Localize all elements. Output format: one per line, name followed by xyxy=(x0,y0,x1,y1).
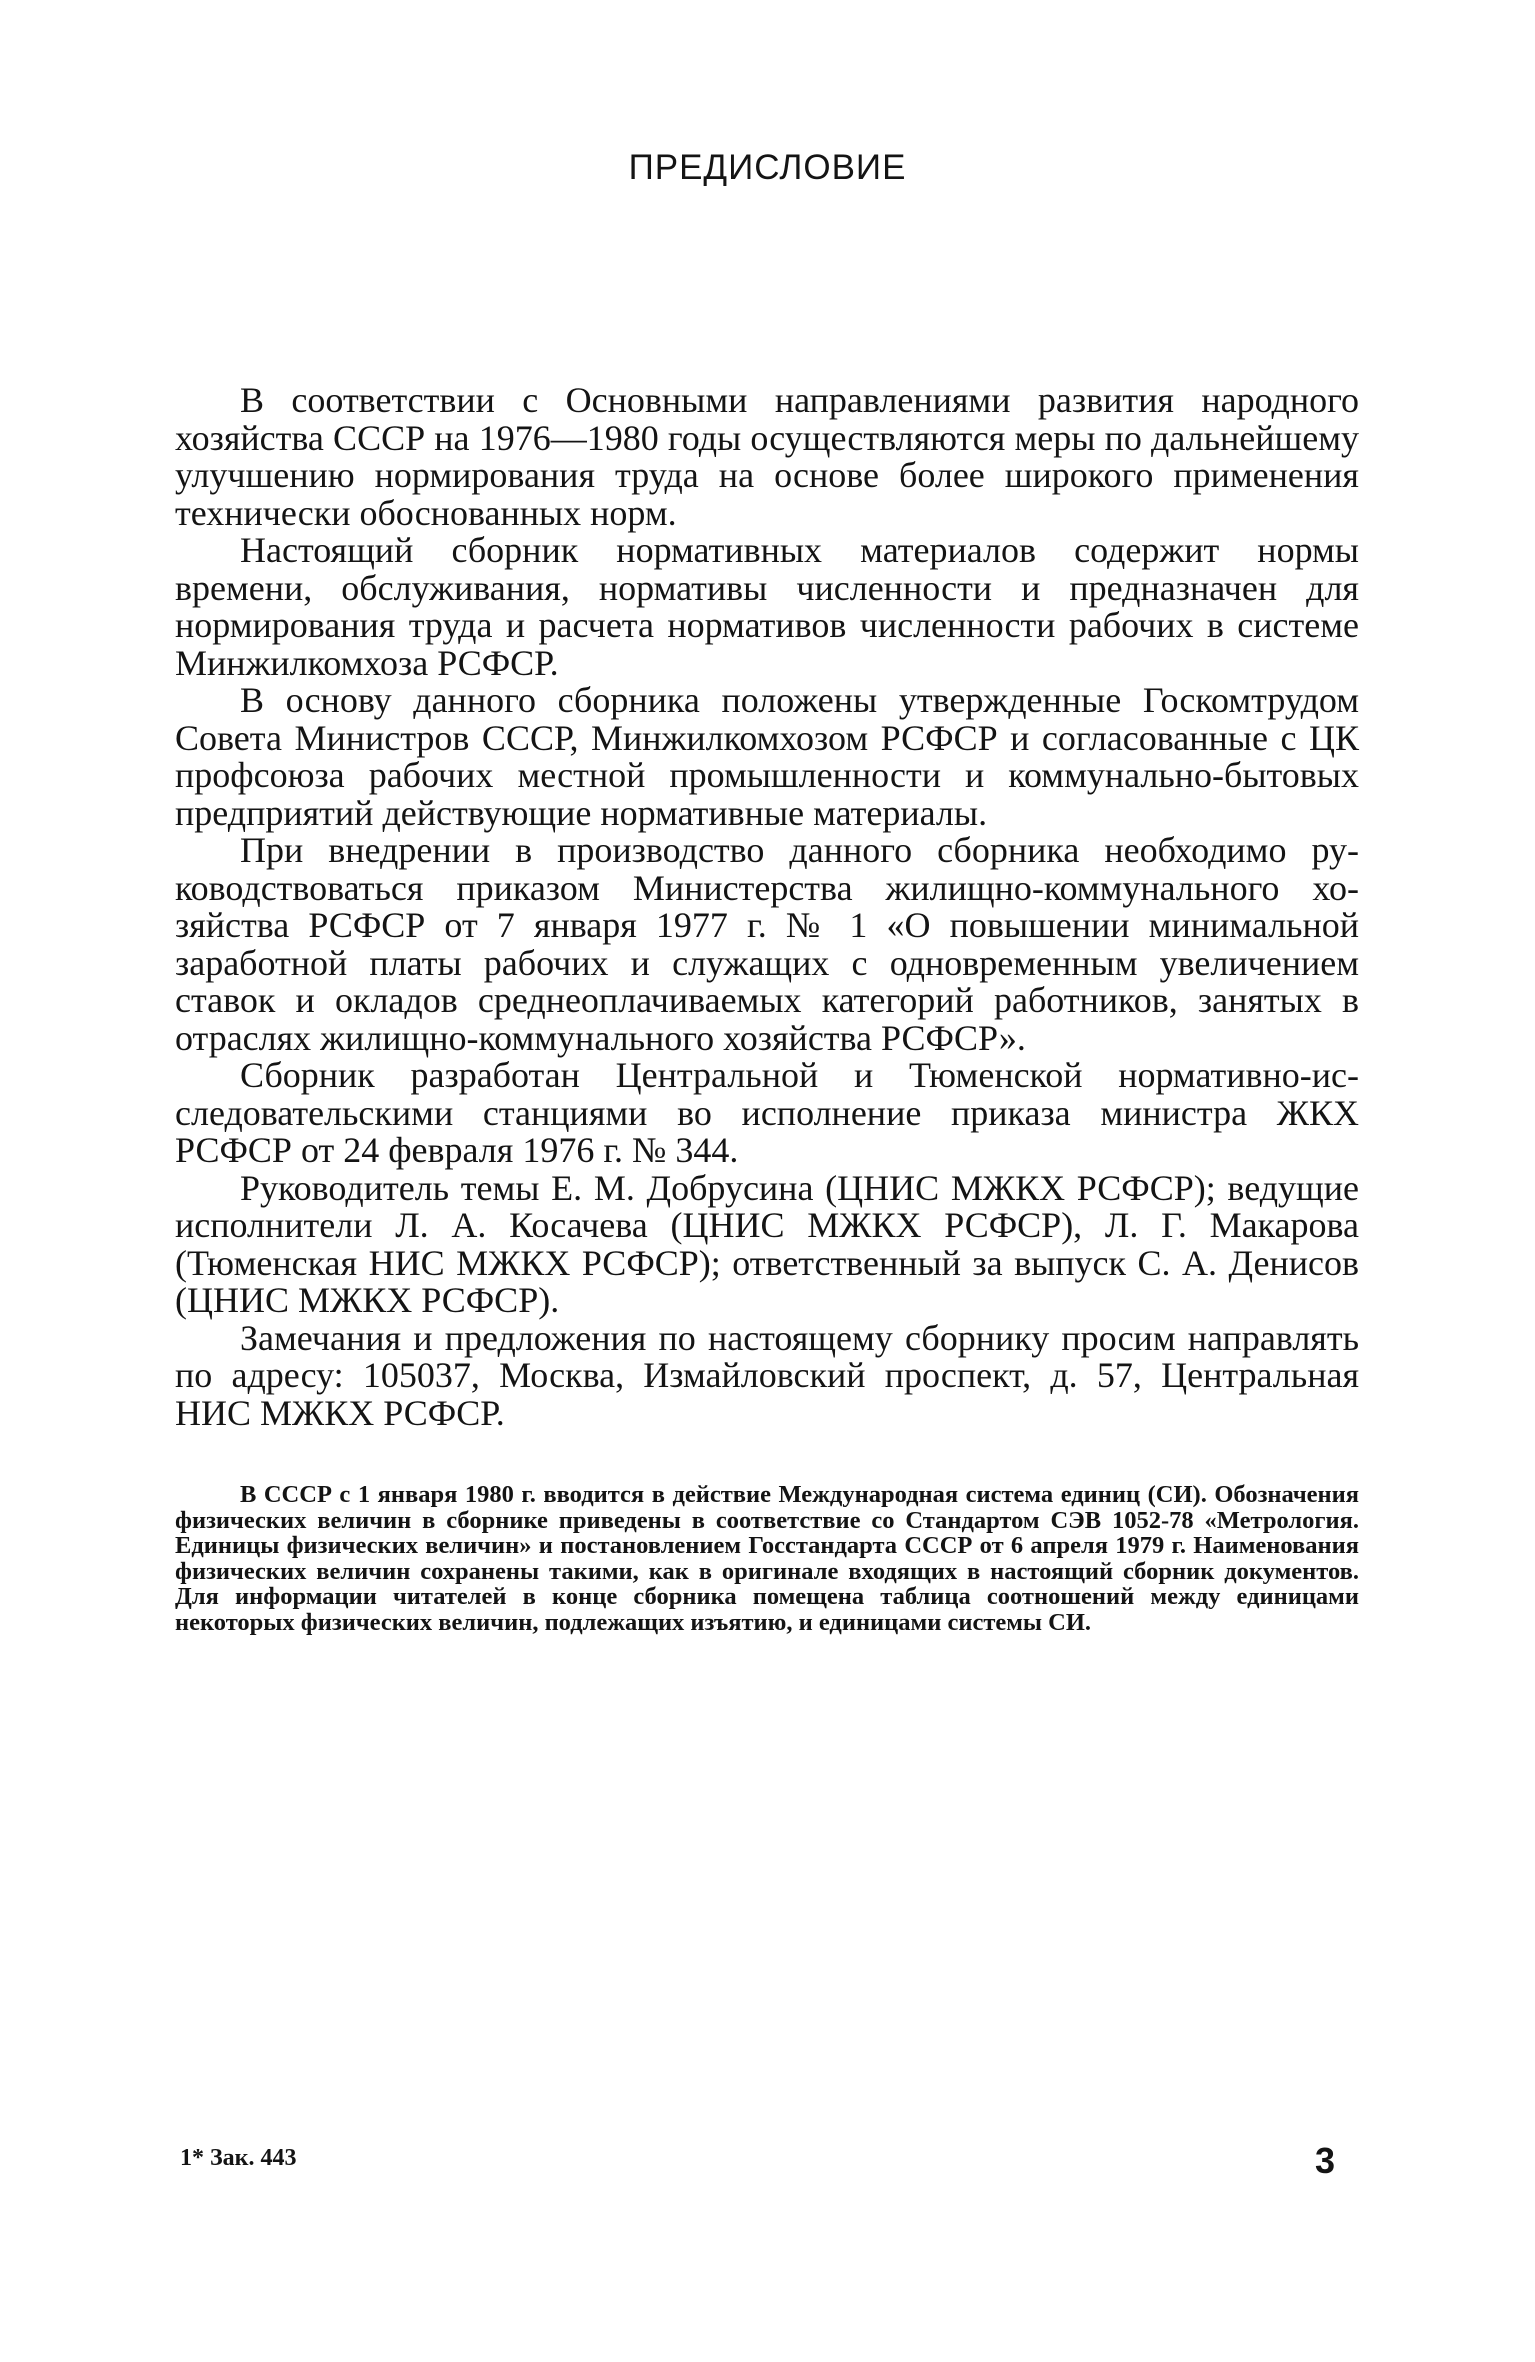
paragraph: В основу данного сборника положены утвержденные Госкомтрудом Совета Министров СССР, Минжилкомхозом РСФСР и согласованные с ЦК профсоюза рабочих местной промышленности и коммунально-бытовых предприятий действующие нормативные материалы. xyxy=(175,680,1359,833)
paragraph: Сборник разработан Центральной и Тюменской нормативно-исследовательскими станциями во исполнение приказа министра ЖКХ РСФСР от 24 февраля 1976 г. № 344. xyxy=(175,1055,1359,1170)
preface-body xyxy=(175,382,1359,1432)
paragraph: Замечания и предложения по настоящему сборнику просим направлять по адресу: 105037, Москва, Измайловский проспект, д. 57, Центральная НИС МЖКХ РСФСР. xyxy=(175,1317,1359,1433)
si-units-note xyxy=(175,1482,1359,1636)
paragraph: Настоящий сборник нормативных материалов содержит нормы времени, обслуживания, нормативы численности и предназначен для нормирования труда и расчета нормативов численности рабочих в системе Минжилкомхоза РСФСР. xyxy=(175,530,1359,683)
order-mark: 1* Зак. 443 xyxy=(180,2145,297,2171)
paragraph: В соответствии с Основными направлениями развития народного хозяйства СССР на 1976—1980 годы осуществляются меры по дальнейшему улучшению нормирования труда на основе более широкого применения технически обоснованных норм. xyxy=(175,380,1359,533)
paragraph: При внедрении в производство данного сборника необходимо руководствоваться приказом Министерства жилищно-коммунального хозяйства РСФСР от 7 января 1977 г. № 1 «О повышении минимальной заработной платы рабочих и служащих с одновременным увеличением ставок и окладов среднеоплачиваемых категорий работников, занятых в отраслях жилищно-коммунального хозяйства РСФСР». xyxy=(175,830,1359,1058)
note-text: В СССР с 1 января 1980 г. вводится в действие Международная система единиц (СИ). Обозначения физических величин в сборнике приведены в соответствие со Стандартом СЭВ 1052-78 «Метрология. Единицы физических величин» и постановлением Госстандарта СССР от 6 апреля 1979 г. Наименования физических величин сохранены такими, как в оригинале входящих в настоящий сборник документов. Для информации читателей в конце сборника помещена таблица соотношений между единицами некоторых физических величин, подлежащих изъятию, и единицами системы СИ. xyxy=(175,1481,1359,1636)
page-title: ПРЕДИСЛОВИЕ xyxy=(628,148,907,187)
page-number: 3 xyxy=(1315,2140,1336,2181)
paragraph: Руководитель темы Е. М. Добрусина (ЦНИС МЖКХ РСФСР); ведущие исполнители Л. А. Косачева (ЦНИС МЖКХ РСФСР), Л. Г. Макарова (Тюменская НИС МЖКХ РСФСР); ответственный за выпуск С. А. Денисов (ЦНИС МЖКХ РСФСР). xyxy=(175,1167,1359,1320)
